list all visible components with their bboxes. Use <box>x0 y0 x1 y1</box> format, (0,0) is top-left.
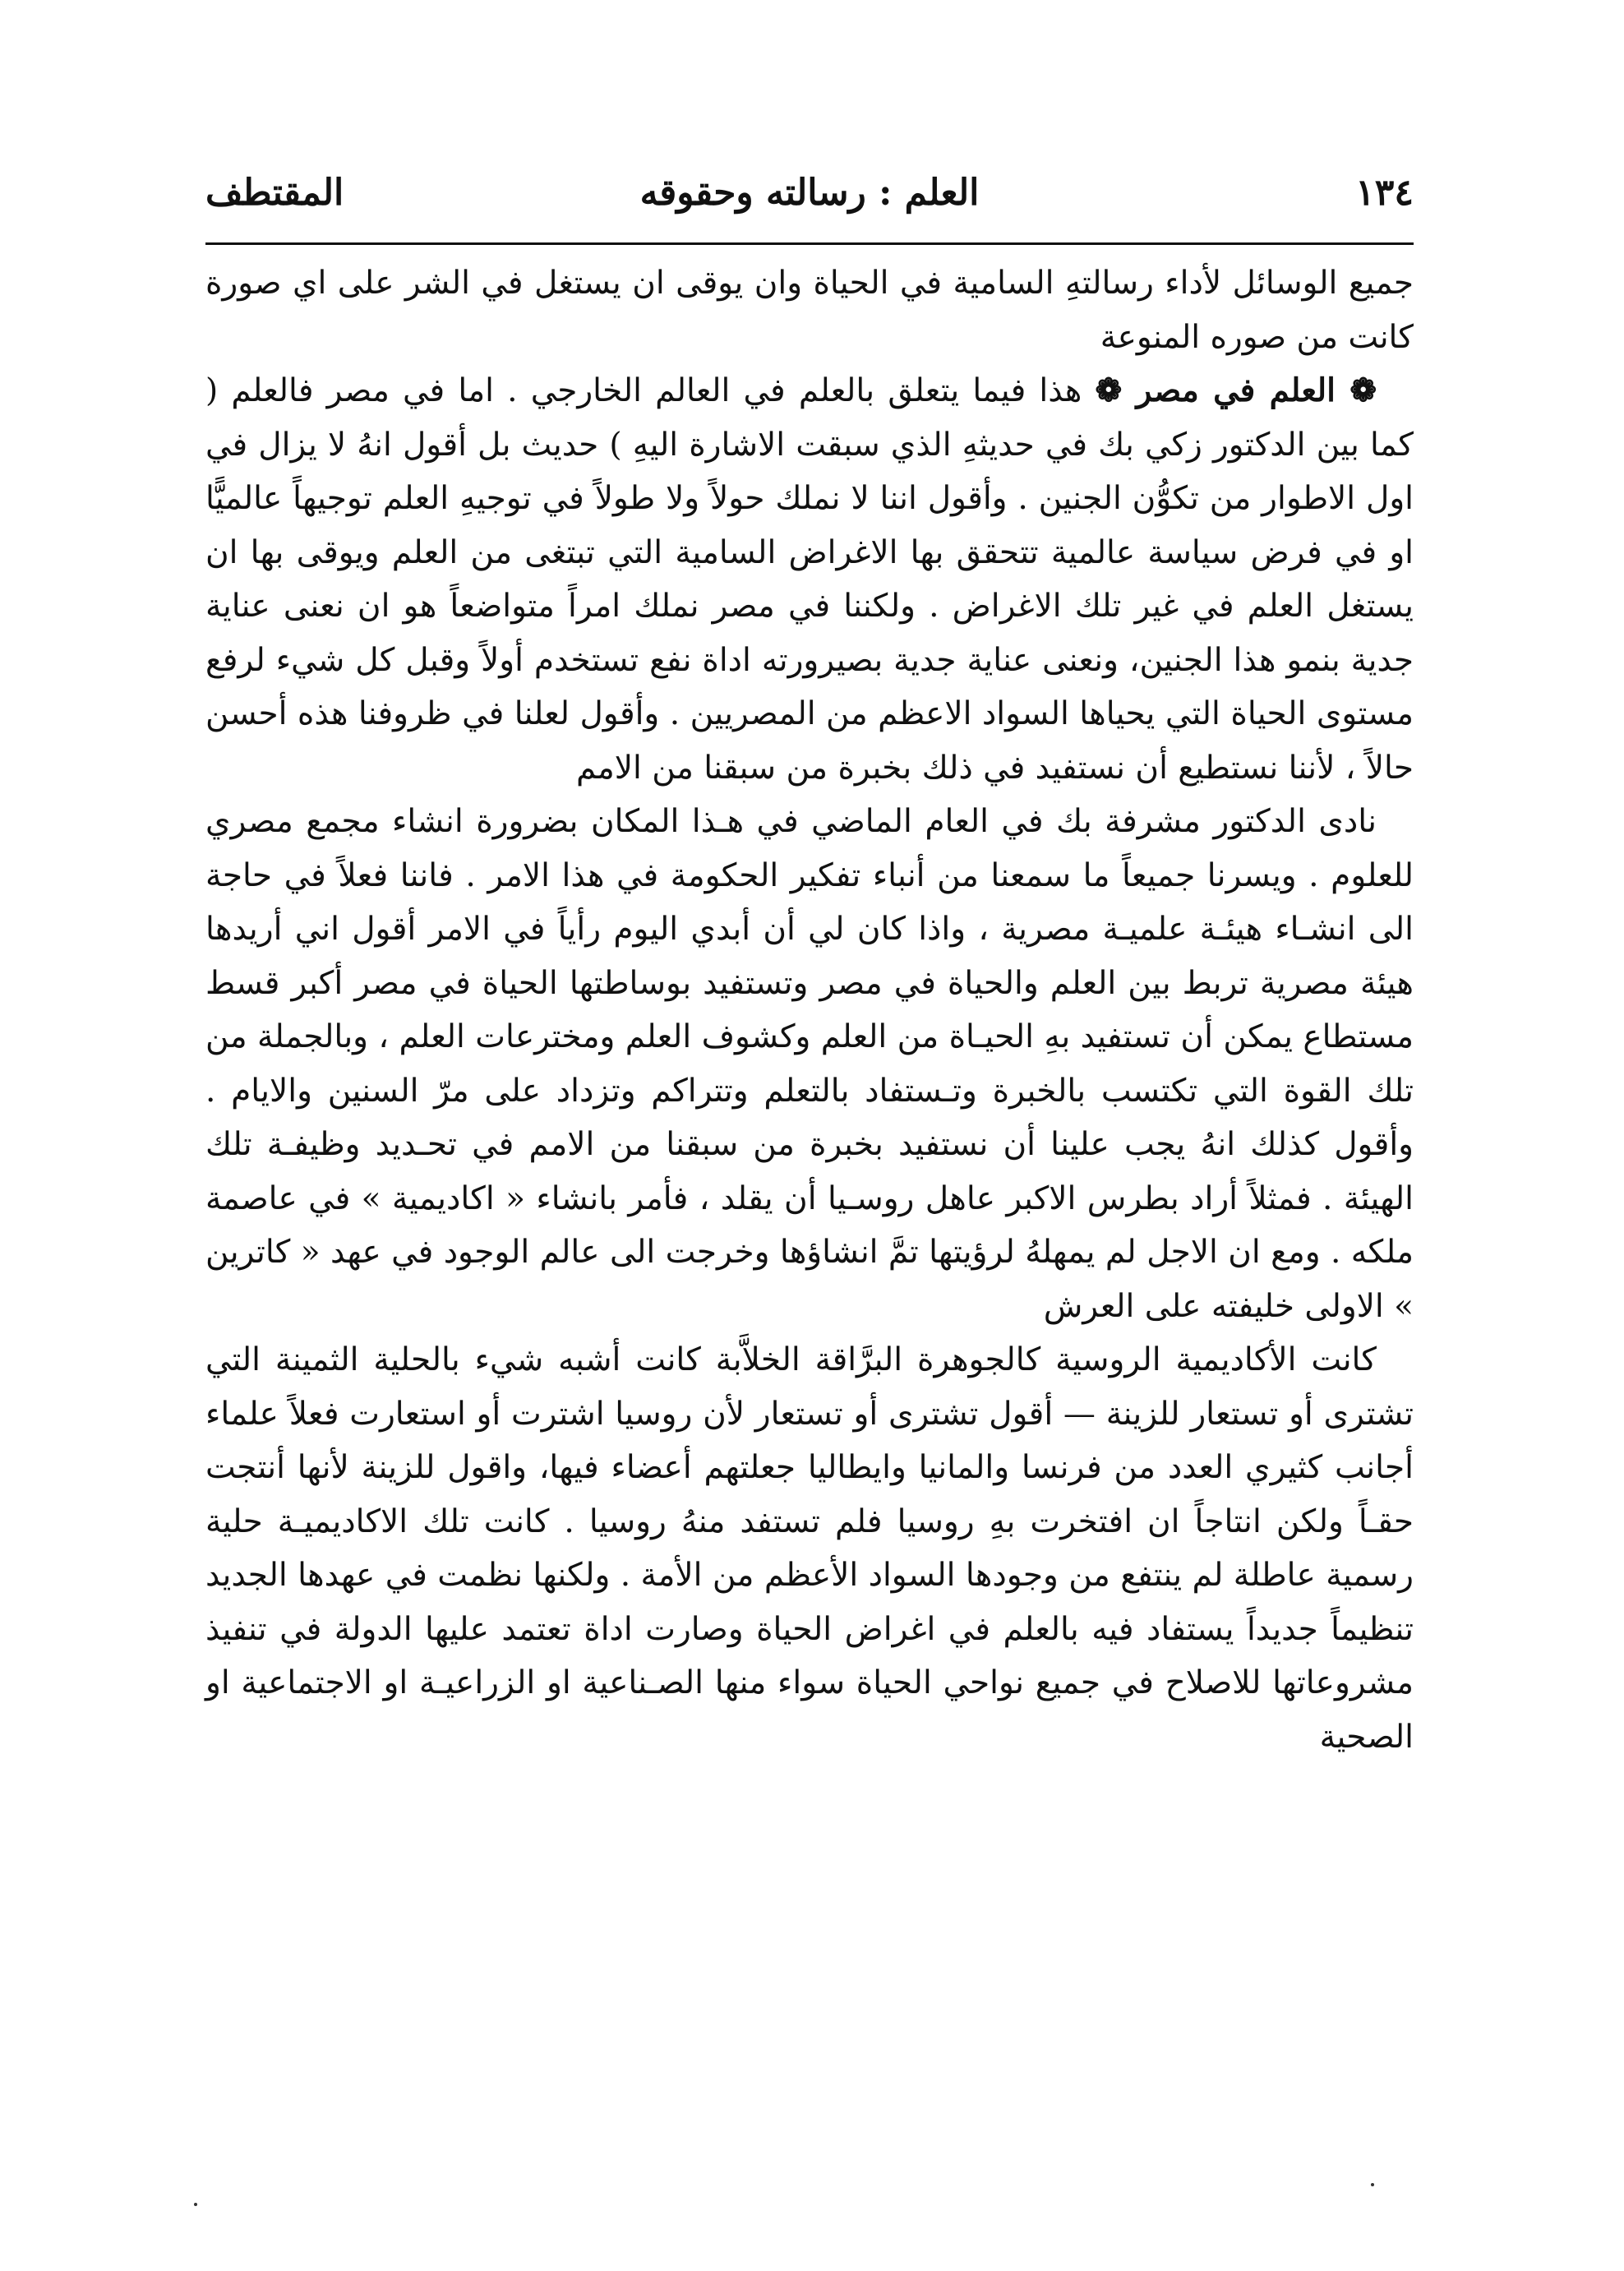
paragraph-3 <box>205 795 1414 1333</box>
paragraph-4-text: كانت الأكاديمية الروسية كالجوهرة البرَّاقة الخلاَّبة كانت أشبه شيء بالحلية الثمينة التي تشترى أو تستعار للزينة — أقول تشترى أو تستعار لأن روسيا اشترت أو استعارت فعلاً علماء أجانب كثيري العدد من فرنسا والمانيا وايطاليا جعلتهم أعضاء فيها، واقول للزينة لأنها أنتجت حقـاً ولكن انتاجاً ان افتخرت بهِ روسيا فلم تستفد منهُ روسيا . كانت تلك الاكاديميـة حلية رسمية عاطلة لم ينتفع من وجودها السواد الأعظم من الأمة . ولكنها نظمت في عهدها الجديد تنظيماً جديداً يستفاد فيه بالعلم في اغراض الحياة وصارت اداة تعتمد عليها الدولة في تنفيذ مشروعاتها للاصلاح في جميع نواحي الحياة سواء منها الصـناعية او الزراعيـة او الاجتماعية او الصحية <box>205 1341 1414 1756</box>
scan-speck <box>1371 2183 1374 2186</box>
header-rule <box>205 242 1414 245</box>
paragraph-1 <box>205 256 1414 364</box>
document-page <box>205 152 1414 2166</box>
running-title: العلم : رسالته وحقوقه <box>639 172 980 214</box>
journal-name: المقتطف <box>205 172 344 214</box>
paragraph-2-text: هذا فيما يتعلق بالعلم في العالم الخارجي . اما في مصر فالعلم ( كما بين الدكتور زكي بك في حديثهِ الذي سبقت الاشارة اليهِ ) حديث بل أقول انهُ لا يزال في اول الاطوار من تكوُّن الجنين . وأقول اننا لا نملك حولاً ولا طولاً في توجيهِ العلم توجيهاً عالميًّا او في فرض سياسة عالمية تتحقق بها الاغراض السامية التي تبتغى من العلم ويوقى بها ان يستغل العلم في غير تلك الاغراض . ولكننا في مصر نملك امراً متواضعاً هو ان نعنى عناية جدية بنمو هذا الجنين، ونعنى عناية جدية بصيرورته اداة نفع تستخدم أولاً وقبل كل شيء لرفع مستوى الحياة التي يحياها السواد الاعظم من المصريين . وأقول لعلنا في ظروفنا هذه أحسن حالاً ، لأننا نستطيع أن نستفيد في ذلك بخبرة من سبقنا من الامم <box>205 372 1414 787</box>
paragraph-3-text: نادى الدكتور مشرفة بك في العام الماضي في هـذا المكان بضرورة انشاء مجمع مصري للعلوم . ويسرنا جميعاً ما سمعنا من أنباء تفكير الحكومة في هذا الامر . فاننا فعلاً في حاجة الى انشـاء هيئـة علميـة مصرية ، واذا كان لي أن أبدي اليوم رأياً في الامر أقول اني أريدها هيئة مصرية تربط بين العلم والحياة في مصر وتستفيد بوساطتها الحياة في مصر أكبر قسط مستطاع يمكن أن تستفيد بهِ الحيـاة من العلم وكشوف العلم ومخترعات العلم ، وبالجملة من تلك القوة التي تكتسب بالخبرة وتـستفاد بالتعلم وتتراكم وتزداد على مرّ السنين والايام . وأقول كذلك انهُ يجب علينا أن نستفيد بخبرة من سبقنا من الامم في تحـديد وظيفـة تلك الهيئة . فمثلاً أراد بطرس الاكبر عاهل روسـيا أن يقلد ، فأمر بانشاء « اكاديمية » في عاصمة ملكه . ومع ان الاجل لم يمهلهُ لرؤيتها تمَّ انشاؤها وخرجت الى عالم الوجود في عهد « كاترين » الاولى خليفته على العرش <box>205 803 1414 1325</box>
paragraph-4 <box>205 1333 1414 1764</box>
scan-speck <box>194 2203 197 2206</box>
article-body <box>205 256 1414 1764</box>
page-header <box>205 152 1414 242</box>
paragraph-2 <box>205 364 1414 795</box>
page-number: ١٣٤ <box>1355 172 1414 214</box>
paragraph-1-text: جميع الوسائل لأداء رسالتهِ السامية في الحياة وان يوقى ان يستغل في الشر على اي صورة كانت من صوره المنوعة <box>205 265 1414 356</box>
section-subhead: ❁ العلم في مصر ❁ <box>1095 372 1377 409</box>
